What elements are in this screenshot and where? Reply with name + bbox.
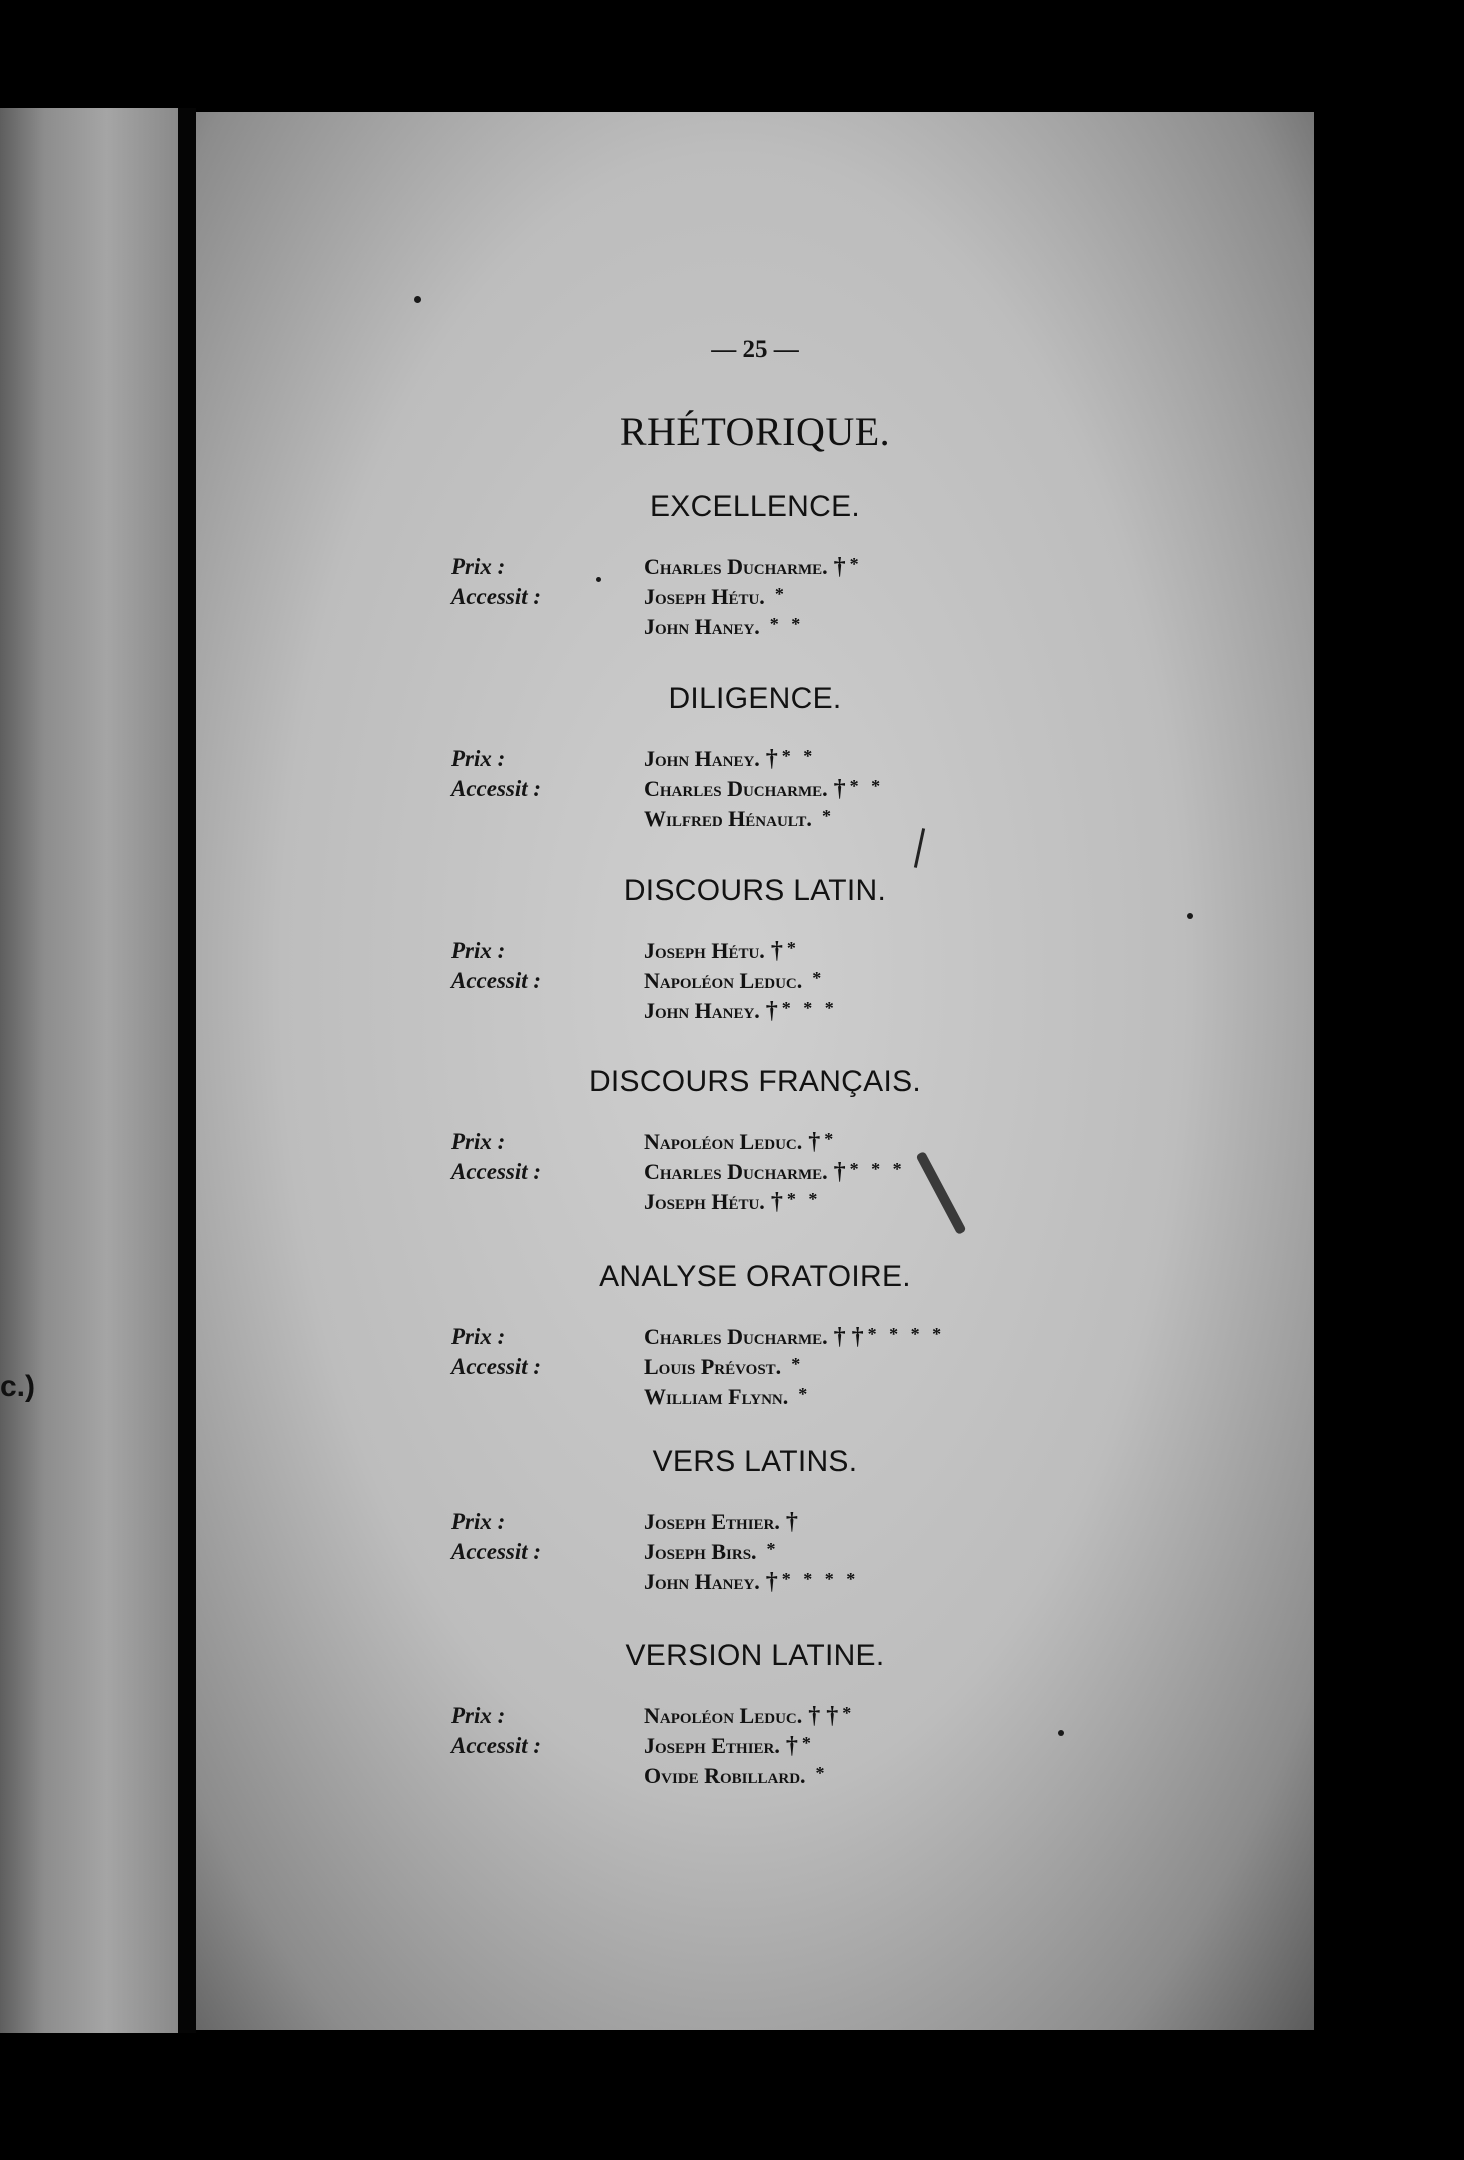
student-name-line (644, 1509, 802, 1536)
award-row (196, 1384, 1314, 1414)
section-heading: DISCOURS FRANÇAIS. (588, 1065, 922, 1098)
dagger-marks: † † (808, 1703, 839, 1729)
student-name-line (644, 806, 835, 833)
section-heading: EXCELLENCE. (649, 490, 861, 523)
award-row (196, 1324, 1314, 1354)
asterisk-marks: * * * * (867, 1324, 946, 1344)
student-name-line (644, 968, 825, 995)
award-row (196, 614, 1314, 644)
student-name: John Haney. (644, 746, 760, 771)
student-name: Napoléon Leduc. (644, 968, 803, 993)
dagger-marks: † (833, 554, 846, 580)
asterisk-marks: * * (781, 746, 817, 766)
student-name: Charles Ducharme. (644, 1159, 828, 1184)
award-row (196, 584, 1314, 614)
award-role: Accessit : (451, 776, 542, 801)
student-name: Joseph Birs. (644, 1539, 757, 1564)
award-row (196, 806, 1314, 836)
student-name: William Flynn. (644, 1384, 789, 1409)
dagger-marks: † (833, 776, 846, 802)
student-name-line (644, 1159, 906, 1186)
student-name-line (644, 1324, 945, 1351)
award-role: Accessit : (451, 1733, 542, 1758)
section-heading: VERS LATINS. (652, 1445, 858, 1478)
award-role: Prix : (451, 746, 506, 771)
student-name: Louis Prévost. (644, 1354, 782, 1379)
asterisk-marks: * (786, 938, 800, 958)
student-name-line (644, 584, 788, 611)
student-name-line (644, 1354, 804, 1381)
student-name-line (644, 1384, 811, 1411)
document-page (196, 112, 1314, 2030)
student-name-line (644, 1733, 815, 1760)
student-name-line (644, 1129, 837, 1156)
asterisk-marks: * * * (849, 1159, 906, 1179)
asterisk-marks: * (798, 1384, 812, 1404)
student-name: Charles Ducharme. (644, 554, 828, 579)
student-name-line (644, 1763, 829, 1790)
student-name: Napoléon Leduc. (644, 1129, 803, 1154)
award-role: Prix : (451, 1509, 506, 1534)
award-row (196, 746, 1314, 776)
award-row (196, 938, 1314, 968)
dagger-marks: † (808, 1129, 821, 1155)
left-page-text-fragment: c.) (0, 1370, 36, 1403)
award-row (196, 1509, 1314, 1539)
left-page-edge (0, 108, 178, 2033)
student-name: Napoléon Leduc. (644, 1703, 803, 1728)
asterisk-marks: * (849, 554, 863, 574)
student-name-line (644, 1703, 855, 1730)
student-name-line (644, 554, 863, 581)
dagger-marks: † (765, 1569, 778, 1595)
student-name: Joseph Ethier. (644, 1509, 780, 1534)
student-name: John Haney. (644, 998, 760, 1023)
award-role: Prix : (451, 1129, 506, 1154)
asterisk-marks: * (842, 1703, 856, 1723)
asterisk-marks: * * * * (781, 1569, 860, 1589)
page-title: RHÉTORIQUE. (619, 409, 891, 454)
student-name: Joseph Hétu. (644, 938, 765, 963)
ink-speck (596, 577, 601, 582)
student-name-line (644, 1539, 780, 1566)
student-name: Charles Ducharme. (644, 776, 828, 801)
page-number: — 25 — (711, 336, 799, 363)
asterisk-marks: * (821, 806, 835, 826)
dagger-marks: † (785, 1509, 798, 1535)
asterisk-marks: * (791, 1354, 805, 1374)
asterisk-marks: * (774, 584, 788, 604)
award-role: Prix : (451, 554, 506, 579)
student-name: Joseph Hétu. (644, 584, 765, 609)
section-heading: DILIGENCE. (668, 682, 842, 715)
student-name: Charles Ducharme. (644, 1324, 828, 1349)
section-heading: VERSION LATINE. (625, 1639, 885, 1672)
asterisk-marks: * (801, 1733, 815, 1753)
award-row (196, 968, 1314, 998)
asterisk-marks: * * (786, 1189, 822, 1209)
dagger-marks: † (765, 746, 778, 772)
ink-speck (414, 296, 421, 303)
section-heading: ANALYSE ORATOIRE. (599, 1260, 911, 1293)
student-name-line (644, 938, 800, 965)
award-role: Accessit : (451, 1539, 542, 1564)
student-name-line (644, 614, 804, 641)
award-row (196, 1539, 1314, 1569)
student-name-line (644, 776, 884, 803)
award-row (196, 1189, 1314, 1219)
award-role: Prix : (451, 938, 506, 963)
award-role: Prix : (451, 1703, 506, 1728)
dagger-marks: † † (833, 1324, 864, 1350)
student-name: Wilfred Hénault. (644, 806, 812, 831)
student-name: Ovide Robillard. (644, 1763, 806, 1788)
award-row (196, 1354, 1314, 1384)
asterisk-marks: * (812, 968, 826, 988)
award-row (196, 1703, 1314, 1733)
award-row (196, 1569, 1314, 1599)
award-role: Accessit : (451, 584, 542, 609)
asterisk-marks: * * * (781, 998, 838, 1018)
asterisk-marks: * (766, 1539, 780, 1559)
asterisk-marks: * * (769, 614, 805, 634)
student-name-line (644, 1569, 859, 1596)
student-name: Joseph Hétu. (644, 1189, 765, 1214)
student-name: Joseph Ethier. (644, 1733, 780, 1758)
award-role: Accessit : (451, 968, 542, 993)
ink-speck (1187, 913, 1193, 919)
award-row (196, 776, 1314, 806)
award-row (196, 554, 1314, 584)
asterisk-marks: * * (849, 776, 885, 796)
dagger-marks: † (785, 1733, 798, 1759)
ink-speck (1058, 1730, 1064, 1736)
dagger-marks: † (770, 938, 783, 964)
award-row (196, 1733, 1314, 1763)
dagger-marks: † (765, 998, 778, 1024)
asterisk-marks: * (824, 1129, 838, 1149)
student-name: John Haney. (644, 1569, 760, 1594)
award-role: Accessit : (451, 1159, 542, 1184)
dagger-marks: † (770, 1189, 783, 1215)
student-name-line (644, 746, 816, 773)
student-name: John Haney. (644, 614, 760, 639)
award-row (196, 998, 1314, 1028)
student-name-line (644, 1189, 821, 1216)
award-row (196, 1129, 1314, 1159)
award-role: Prix : (451, 1324, 506, 1349)
award-row (196, 1763, 1314, 1793)
asterisk-marks: * (815, 1763, 829, 1783)
section-heading: DISCOURS LATIN. (623, 874, 887, 907)
dagger-marks: † (833, 1159, 846, 1185)
book-gutter (178, 108, 196, 2033)
student-name-line (644, 998, 838, 1025)
award-role: Accessit : (451, 1354, 542, 1379)
award-row (196, 1159, 1314, 1189)
